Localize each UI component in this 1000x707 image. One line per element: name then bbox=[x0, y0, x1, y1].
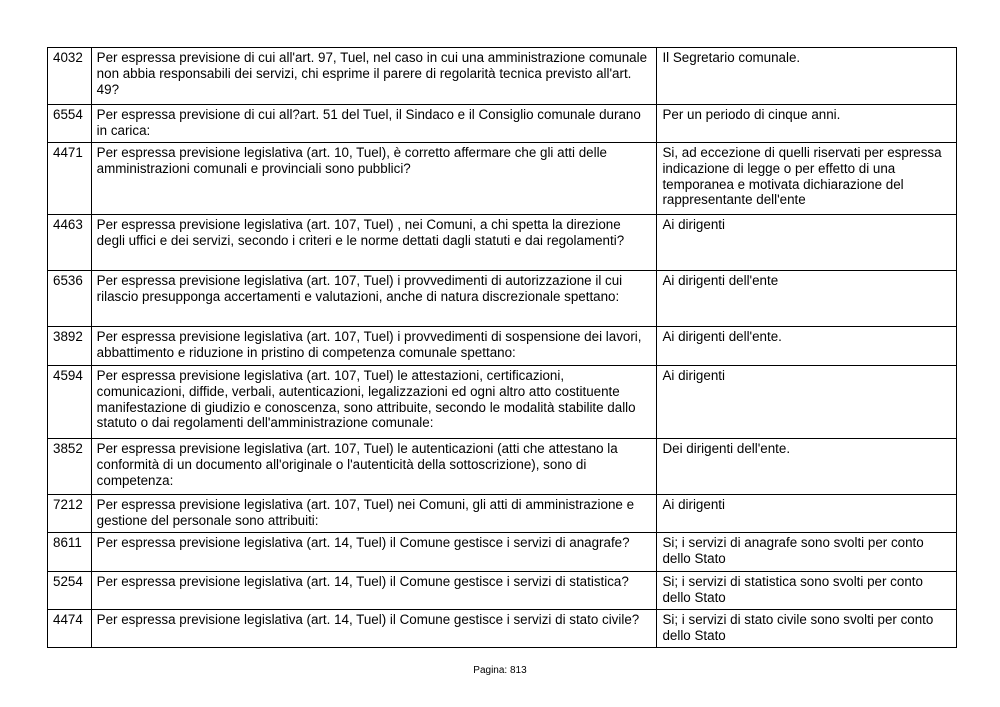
table-row bbox=[48, 143, 957, 215]
answer-text: Si; i servizi di statistica sono svolti per conto dello Stato bbox=[657, 572, 957, 610]
answer-text: Si; i servizi di anagrafe sono svolti per conto dello Stato bbox=[657, 533, 957, 572]
answer-text: Per un periodo di cinque anni. bbox=[657, 105, 957, 143]
question-id: 4594 bbox=[48, 366, 92, 439]
answer-text: Ai dirigenti dell'ente. bbox=[657, 327, 957, 366]
answer-text: Ai dirigenti bbox=[657, 366, 957, 439]
question-text: Per espressa previsione legislativa (art. 14, Tuel) il Comune gestisce i servizi di anagrafe? bbox=[91, 533, 657, 572]
table-row bbox=[48, 533, 957, 572]
answer-text: Ai dirigenti dell'ente bbox=[657, 271, 957, 327]
table-row bbox=[48, 439, 957, 495]
table-row bbox=[48, 271, 957, 327]
question-table bbox=[47, 47, 957, 648]
table-row bbox=[48, 610, 957, 648]
question-text: Per espressa previsione legislativa (art. 10, Tuel), è corretto affermare che gli atti delle amministrazioni comunali e provinciali sono pubblici? bbox=[91, 143, 657, 215]
answer-text: Il Segretario comunale. bbox=[657, 48, 957, 105]
question-text: Per espressa previsione di cui all'art. 97, Tuel, nel caso in cui una amministrazione comunale non abbia responsabili dei servizi, chi esprime il parere di regolarità tecnica previsto all'art. 49? bbox=[91, 48, 657, 105]
question-text: Per espressa previsione legislativa (art. 14, Tuel) il Comune gestisce i servizi di statistica? bbox=[91, 572, 657, 610]
table-row bbox=[48, 572, 957, 610]
question-text: Per espressa previsione legislativa (art. 107, Tuel) i provvedimenti di autorizzazione il cui rilascio presupponga accertamenti e valutazioni, anche di natura discrezionale spettano: bbox=[91, 271, 657, 327]
answer-text: Ai dirigenti bbox=[657, 215, 957, 271]
question-text: Per espressa previsione legislativa (art. 107, Tuel) le autenticazioni (atti che attestano la conformità di un documento all'originale o l'autenticità della sottoscrizione), sono di competenza: bbox=[91, 439, 657, 495]
table-row bbox=[48, 495, 957, 533]
answer-text: Dei dirigenti dell'ente. bbox=[657, 439, 957, 495]
table-row bbox=[48, 327, 957, 366]
question-id: 4463 bbox=[48, 215, 92, 271]
table-row bbox=[48, 105, 957, 143]
question-id: 5254 bbox=[48, 572, 92, 610]
question-id: 6536 bbox=[48, 271, 92, 327]
question-id: 4471 bbox=[48, 143, 92, 215]
table-row bbox=[48, 48, 957, 105]
question-id: 7212 bbox=[48, 495, 92, 533]
answer-text: Si; i servizi di stato civile sono svolti per conto dello Stato bbox=[657, 610, 957, 648]
answer-text: Ai dirigenti bbox=[657, 495, 957, 533]
question-text: Per espressa previsione legislativa (art. 107, Tuel) , nei Comuni, a chi spetta la direzione degli uffici e dei servizi, secondo i criteri e le norme dettati dagli statuti e dai regolamenti? bbox=[91, 215, 657, 271]
question-id: 4032 bbox=[48, 48, 92, 105]
page-number: Pagina: 813 bbox=[473, 665, 527, 676]
table-body bbox=[48, 48, 957, 648]
question-id: 8611 bbox=[48, 533, 92, 572]
question-text: Per espressa previsione legislativa (art. 14, Tuel) il Comune gestisce i servizi di stato civile? bbox=[91, 610, 657, 648]
answer-text: Si, ad eccezione di quelli riservati per espressa indicazione di legge o per effetto di una temporanea e motivata dichiarazione del rappresentante dell'ente bbox=[657, 143, 957, 215]
table-row bbox=[48, 366, 957, 439]
question-text: Per espressa previsione legislativa (art. 107, Tuel) nei Comuni, gli atti di amministrazione e gestione del personale sono attribuiti: bbox=[91, 495, 657, 533]
question-id: 3852 bbox=[48, 439, 92, 495]
table-row bbox=[48, 215, 957, 271]
question-text: Per espressa previsione di cui all?art. 51 del Tuel, il Sindaco e il Consiglio comunale durano in carica: bbox=[91, 105, 657, 143]
question-text: Per espressa previsione legislativa (art. 107, Tuel) le attestazioni, certificazioni, comunicazioni, diffide, verbali, autenticazioni, legalizzazioni ed ogni altro atto costituente manifestazione di giudizio e conoscenza, sono attribuite, secondo le modalità stabilite dallo statuto o dai regolamenti dell'amministrazione comunale: bbox=[91, 366, 657, 439]
question-id: 4474 bbox=[48, 610, 92, 648]
question-text: Per espressa previsione legislativa (art. 107, Tuel) i provvedimenti di sospensione dei lavori, abbattimento e riduzione in pristino di competenza comunale spettano: bbox=[91, 327, 657, 366]
question-id: 6554 bbox=[48, 105, 92, 143]
question-id: 3892 bbox=[48, 327, 92, 366]
